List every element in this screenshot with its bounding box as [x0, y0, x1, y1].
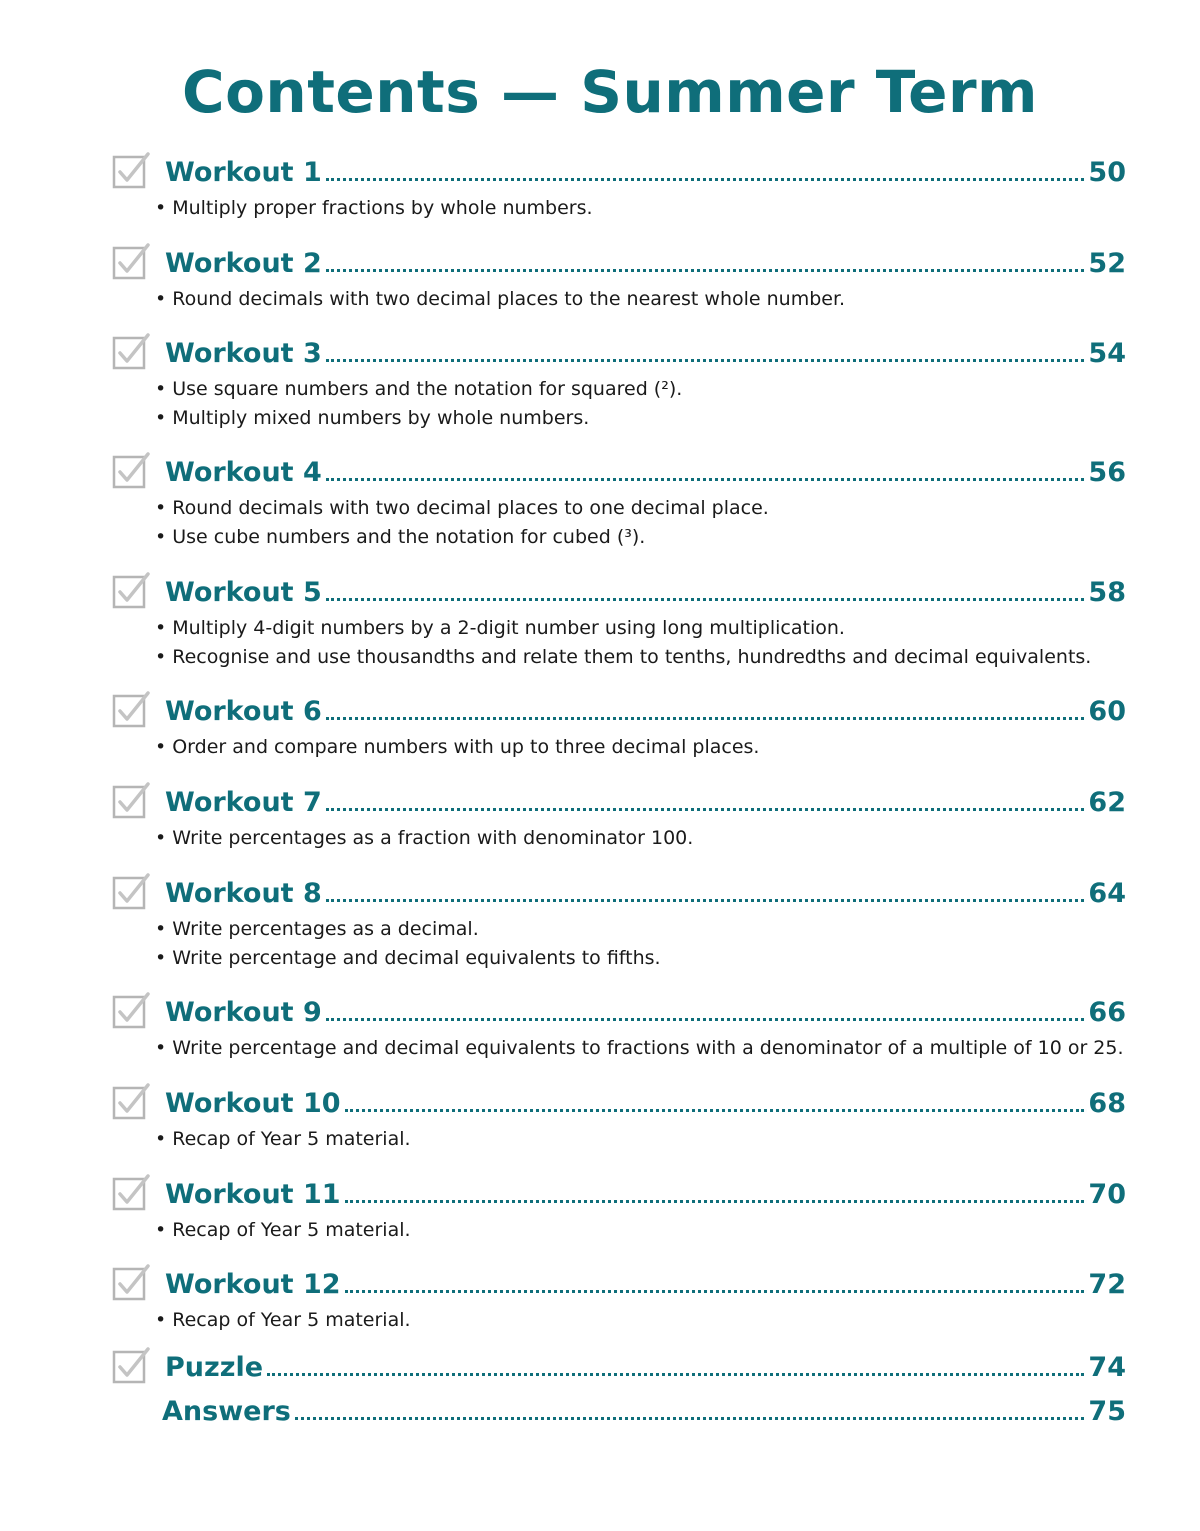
toc-entry-heading — [112, 570, 1126, 610]
dot-leader — [326, 269, 1084, 272]
checkbox-tick-icon[interactable] — [112, 452, 148, 488]
objective-item: • Multiply 4-digit numbers by a 2-digit number using long multiplication. — [155, 614, 1126, 643]
toc-entry — [112, 241, 1126, 314]
objective-item: • Round decimals with two decimal places to one decimal place. — [155, 494, 1126, 523]
objective-item: • Order and compare numbers with up to three decimal places. — [155, 733, 1126, 762]
checkbox-tick-icon[interactable] — [112, 1083, 148, 1119]
toc-page-number[interactable]: 75 — [1084, 1396, 1126, 1427]
toc-entry-label[interactable]: Workout 3 — [165, 338, 326, 369]
dot-leader — [326, 717, 1084, 720]
toc-entry-heading — [112, 1262, 1126, 1302]
dot-leader — [326, 899, 1084, 902]
objective-item: • Write percentages as a decimal. — [155, 915, 1126, 944]
checkbox-tick-icon[interactable] — [112, 572, 148, 608]
toc-entry-label[interactable]: Workout 6 — [165, 696, 326, 727]
checkbox-tick-icon[interactable] — [112, 1347, 148, 1383]
toc-entry — [112, 689, 1126, 762]
toc-entry — [112, 1172, 1126, 1245]
dot-leader — [345, 1200, 1084, 1203]
toc-page-number[interactable]: 64 — [1084, 878, 1126, 909]
dot-leader — [326, 359, 1084, 362]
page-title: Contents — Summer Term — [182, 58, 1038, 126]
toc-entry — [112, 331, 1126, 433]
toc-entry — [112, 990, 1126, 1063]
checkbox-tick-icon[interactable] — [112, 243, 148, 279]
toc-page-number[interactable]: 50 — [1084, 157, 1126, 188]
checkbox-tick-icon[interactable] — [112, 333, 148, 369]
objective-list — [155, 1306, 1126, 1335]
toc-entry-label[interactable]: Workout 5 — [165, 577, 326, 608]
toc-entry — [112, 1262, 1126, 1335]
toc-entry-heading — [112, 1081, 1126, 1121]
objective-item: • Use cube numbers and the notation for cubed (³). — [155, 523, 1126, 552]
objective-list — [155, 194, 1126, 223]
toc-page-number[interactable]: 72 — [1084, 1269, 1126, 1300]
toc-entry — [112, 1081, 1126, 1154]
objective-item: • Recognise and use thousandths and relate them to tenths, hundredths and decimal equivalents. — [155, 643, 1126, 672]
checkbox-tick-icon[interactable] — [112, 992, 148, 1028]
toc-entry-heading — [112, 331, 1126, 371]
toc-entry-heading — [112, 1389, 1126, 1429]
objective-item: • Recap of Year 5 material. — [155, 1125, 1126, 1154]
objective-item: • Multiply proper fractions by whole numbers. — [155, 194, 1126, 223]
toc-entry-heading — [112, 780, 1126, 820]
checkbox-tick-icon[interactable] — [112, 782, 148, 818]
checkbox-tick-icon[interactable] — [112, 873, 148, 909]
toc-entry-label[interactable]: Workout 10 — [165, 1088, 345, 1119]
objective-item: • Write percentage and decimal equivalents to fractions with a denominator of a multiple of 10 or 25. — [155, 1034, 1126, 1063]
objective-list — [155, 1125, 1126, 1154]
toc-entry-heading — [112, 1172, 1126, 1212]
toc-entry-label[interactable]: Workout 1 — [165, 157, 326, 188]
objective-item: • Recap of Year 5 material. — [155, 1306, 1126, 1335]
objective-list — [155, 494, 1126, 552]
toc-entry-label[interactable]: Answers — [162, 1396, 295, 1427]
toc-page-number[interactable]: 52 — [1084, 248, 1126, 279]
toc-entry-label[interactable]: Workout 11 — [165, 1179, 345, 1210]
objective-item: • Write percentage and decimal equivalents to fifths. — [155, 944, 1126, 973]
objective-item: • Multiply mixed numbers by whole numbers. — [155, 404, 1126, 433]
dot-leader — [295, 1417, 1084, 1420]
dot-leader — [267, 1373, 1084, 1376]
toc-entry-heading — [112, 150, 1126, 190]
toc-entry — [112, 150, 1126, 223]
toc-page-number[interactable]: 66 — [1084, 997, 1126, 1028]
objective-list — [155, 733, 1126, 762]
objective-list — [155, 824, 1126, 853]
toc-page-number[interactable]: 56 — [1084, 457, 1126, 488]
toc-entry-heading — [112, 689, 1126, 729]
dot-leader — [326, 1018, 1084, 1021]
checkbox-tick-icon[interactable] — [112, 691, 148, 727]
toc-page-number[interactable]: 74 — [1084, 1352, 1126, 1383]
toc-page-number[interactable]: 60 — [1084, 696, 1126, 727]
objective-item: • Use square numbers and the notation for squared (²). — [155, 375, 1126, 404]
dot-leader — [345, 1109, 1084, 1112]
objective-item: • Recap of Year 5 material. — [155, 1216, 1126, 1245]
toc-entry-heading — [112, 450, 1126, 490]
toc-entry-label[interactable]: Workout 2 — [165, 248, 326, 279]
objective-list — [155, 614, 1126, 672]
toc-page-number[interactable]: 68 — [1084, 1088, 1126, 1119]
checkbox-tick-icon[interactable] — [112, 152, 148, 188]
toc-entry-heading — [112, 871, 1126, 911]
toc-entry-heading — [112, 241, 1126, 281]
objective-item: • Write percentages as a fraction with denominator 100. — [155, 824, 1126, 853]
toc-entry-label[interactable]: Workout 4 — [165, 457, 326, 488]
objective-list — [155, 285, 1126, 314]
dot-leader — [326, 478, 1084, 481]
toc-entry-label[interactable]: Workout 7 — [165, 787, 326, 818]
toc-entry-label[interactable]: Workout 8 — [165, 878, 326, 909]
toc-entry — [112, 780, 1126, 853]
toc-entry — [112, 871, 1126, 973]
dot-leader — [326, 808, 1084, 811]
objective-list — [155, 1216, 1126, 1245]
toc-entry-label[interactable]: Workout 12 — [165, 1269, 345, 1300]
dot-leader — [345, 1290, 1084, 1293]
toc-entry-label[interactable]: Workout 9 — [165, 997, 326, 1028]
objective-item: • Round decimals with two decimal places to the nearest whole number. — [155, 285, 1126, 314]
toc-page-number[interactable]: 70 — [1084, 1179, 1126, 1210]
toc-entry — [112, 1345, 1126, 1385]
toc-entry — [112, 1389, 1126, 1429]
toc-page-number[interactable]: 62 — [1084, 787, 1126, 818]
toc-entry-label[interactable]: Puzzle — [165, 1352, 267, 1383]
objective-list — [155, 375, 1126, 433]
checkbox-tick-icon[interactable] — [112, 1264, 148, 1300]
dot-leader — [326, 178, 1084, 181]
toc-entry — [112, 570, 1126, 672]
toc-entry-heading — [112, 1345, 1126, 1385]
toc-page-number[interactable]: 58 — [1084, 577, 1126, 608]
objective-list — [155, 1034, 1126, 1063]
dot-leader — [326, 598, 1084, 601]
toc-page-number[interactable]: 54 — [1084, 338, 1126, 369]
toc-entry-heading — [112, 990, 1126, 1030]
objective-list — [155, 915, 1126, 973]
toc-entry — [112, 450, 1126, 552]
checkbox-tick-icon[interactable] — [112, 1174, 148, 1210]
